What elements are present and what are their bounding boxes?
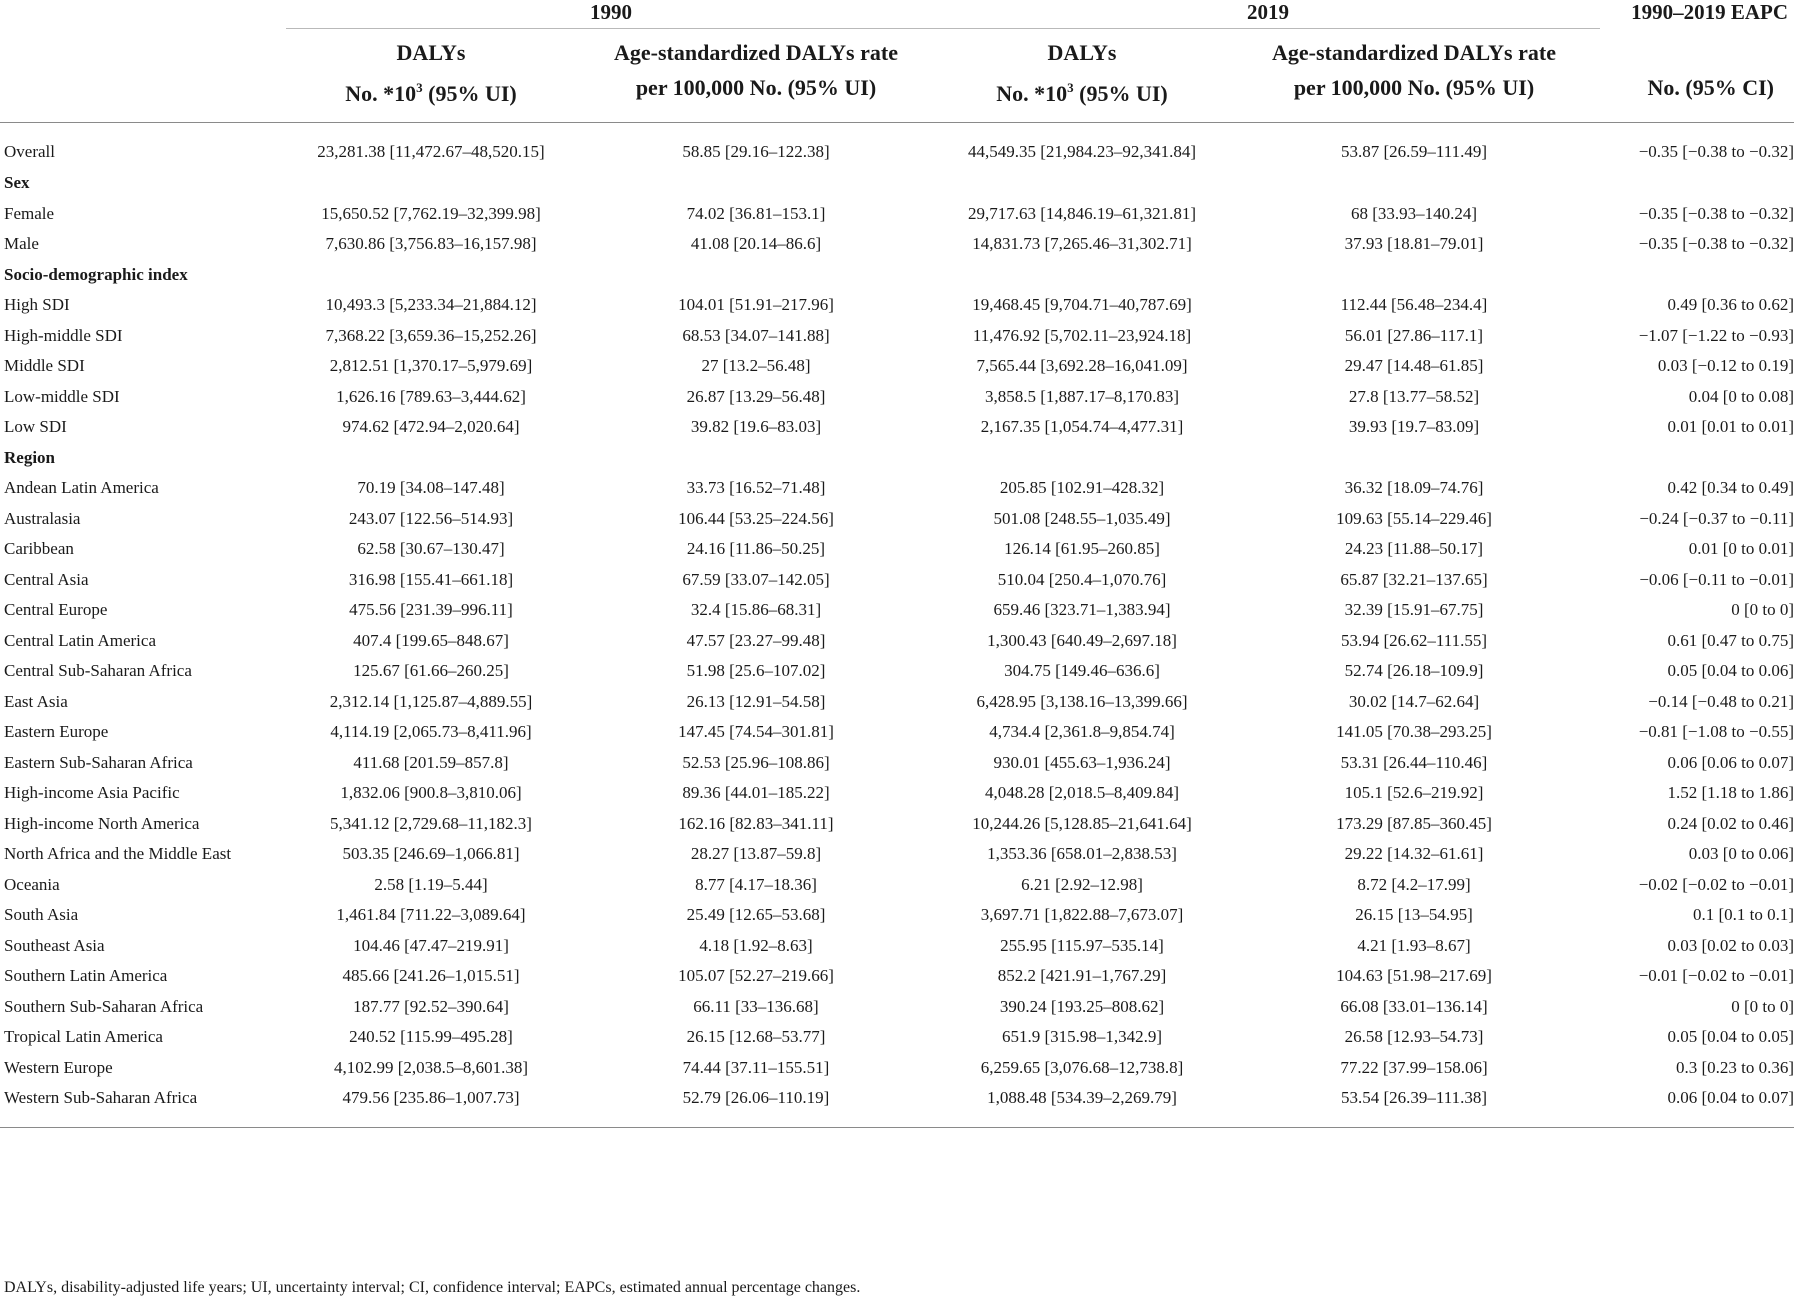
row-label: North Africa and the Middle East	[4, 844, 232, 864]
row-label: Australasia	[4, 508, 81, 528]
rate-1990-cell	[576, 443, 936, 474]
table-row	[0, 778, 1794, 809]
row-label: Andean Latin America	[4, 478, 159, 498]
dalys-2019-cell: 659.46 [323.71–1,383.94]	[993, 600, 1171, 620]
rate-1990-cell: 89.36 [44.01–185.22]	[682, 783, 830, 803]
dalys-2019-cell: 651.9 [315.98–1,342.9]	[1001, 1027, 1163, 1047]
eapc-cell: −0.14 [−0.48 to 0.21]	[1648, 691, 1794, 711]
rate-1990-cell: 26.87 [13.29–56.48]	[686, 386, 826, 406]
rate-2019-cell: 37.93 [18.81–79.01]	[1344, 234, 1484, 254]
rate-2019-title: Age-standardized DALYs rate	[1272, 40, 1556, 65]
dalys-1990-cell: 104.46 [47.47–219.91]	[353, 935, 509, 955]
table-row	[0, 473, 1794, 504]
row-label: Male	[4, 234, 39, 254]
eapc-cell: 0.42 [0.34 to 0.49]	[1667, 478, 1794, 498]
corner-cell	[0, 0, 286, 29]
row-label: High SDI	[4, 295, 70, 315]
dalys-1990-cell: 2,812.51 [1,370.17–5,979.69]	[329, 356, 533, 376]
rate-2019-cell: 29.47 [14.48–61.85]	[1344, 356, 1484, 376]
rate-2019-cell: 112.44 [56.48–234.4]	[1340, 295, 1488, 315]
dalys-1990-cell: 243.07 [122.56–514.93]	[348, 508, 514, 528]
dalys-1990-cell: 475.56 [231.39–996.11]	[349, 600, 513, 620]
row-label: South Asia	[4, 905, 79, 925]
eapc-cell: 0.06 [0.04 to 0.07]	[1600, 1083, 1794, 1128]
dalys-1990-cell: 240.52 [115.99–495.28]	[349, 1027, 513, 1047]
eapc-cell: 0.04 [0 to 0.08]	[1688, 386, 1794, 406]
dalys-2019-cell: 304.75 [149.46–636.6]	[1004, 661, 1160, 681]
dalys-2019-cell: 44,549.35 [21,984.23–92,341.84]	[967, 141, 1197, 161]
row-label: Southern Latin America	[4, 966, 168, 986]
rate-2019-header	[1228, 29, 1600, 123]
dalys-2019-cell: 14,831.73 [7,265.46–31,302.71]	[972, 234, 1192, 254]
row-label: Central Europe	[4, 600, 108, 620]
year-header-row	[0, 0, 1794, 29]
dalys-1990-cell: 2,312.14 [1,125.87–4,889.55]	[329, 691, 533, 711]
dalys-2019-cell: 852.2 [421.91–1,767.29]	[997, 966, 1167, 986]
rate-1990-cell: 51.98 [25.6–107.02]	[686, 661, 826, 681]
dalys-1990-cell: 479.56 [235.86–1,007.73]	[286, 1083, 576, 1128]
eapc-cell: 0.06 [0.06 to 0.07]	[1667, 752, 1794, 772]
dalys-2019-cell: 4,048.28 [2,018.5–8,409.84]	[984, 783, 1180, 803]
rate-1990-cell: 32.4 [15.86–68.31]	[690, 600, 822, 620]
eapc-cell: −0.35 [−0.38 to −0.32]	[1638, 234, 1794, 254]
row-label: Low SDI	[4, 417, 67, 437]
table-row	[0, 839, 1794, 870]
dalys-2019-cell: 501.08 [248.55–1,035.49]	[993, 508, 1171, 528]
eapc-cell: 0.49 [0.36 to 0.62]	[1667, 295, 1794, 315]
eapc-sub-header	[1600, 29, 1794, 123]
dalys-2019-cell: 3,858.5 [1,887.17–8,170.83]	[984, 386, 1180, 406]
rate-2019-cell	[1228, 260, 1600, 291]
rate-2019-cell: 53.31 [26.44–110.46]	[1340, 752, 1488, 772]
rate-1990-cell: 104.01 [51.91–217.96]	[678, 295, 834, 315]
dalys-1990-cell: 485.66 [241.26–1,015.51]	[342, 966, 520, 986]
table-row	[0, 504, 1794, 535]
dalys-2019-cell: 2,167.35 [1,054.74–4,477.31]	[980, 417, 1184, 437]
row-label: Western Europe	[4, 1057, 113, 1077]
dalys-1990-cell: 503.35 [246.69–1,066.81]	[342, 844, 520, 864]
dalys-1990-cell: 5,341.12 [2,729.68–11,182.3]	[330, 813, 532, 833]
dalys-2019-cell: 10,244.26 [5,128.85–21,641.64]	[972, 813, 1192, 833]
rate-1990-cell: 39.82 [19.6–83.03]	[690, 417, 822, 437]
rate-2019-cell	[1228, 443, 1600, 474]
dalys-1990-cell: 7,368.22 [3,659.36–15,252.26]	[325, 325, 537, 345]
eapc-cell: 0.05 [0.04 to 0.05]	[1667, 1027, 1794, 1047]
eapc-cell	[1600, 260, 1794, 291]
row-label: East Asia	[4, 691, 68, 711]
row-label: Eastern Europe	[4, 722, 109, 742]
rate-2019-cell: 27.8 [13.77–58.52]	[1348, 386, 1480, 406]
dalys-2019-cell: 6,428.95 [3,138.16–13,399.66]	[976, 691, 1188, 711]
rate-2019-cell: 32.39 [15.91–67.75]	[1344, 600, 1484, 620]
table-row	[0, 1053, 1794, 1084]
dalys-1990-cell: 70.19 [34.08–147.48]	[357, 478, 505, 498]
rate-1990-cell: 4.18 [1.92–8.63]	[699, 935, 813, 955]
eapc-cell: 0.1 [0.1 to 0.1]	[1692, 905, 1794, 925]
row-label: High-middle SDI	[4, 325, 123, 345]
row-label: Oceania	[4, 874, 60, 894]
rate-2019-cell: 36.32 [18.09–74.76]	[1344, 478, 1484, 498]
dalys-2019-header	[936, 29, 1228, 123]
rate-1990-cell: 106.44 [53.25–224.56]	[678, 508, 834, 528]
rate-2019-cell: 53.94 [26.62–111.55]	[1340, 630, 1488, 650]
dalys-2019-cell: 4,734.4 [2,361.8–9,854.74]	[989, 722, 1175, 742]
column-header-row	[0, 29, 1794, 123]
rate-2019-cell: 8.72 [4.2–17.99]	[1357, 874, 1471, 894]
dalys-2019-cell: 205.85 [102.91–428.32]	[999, 478, 1165, 498]
rate-2019-cell: 52.74 [26.18–109.9]	[1344, 661, 1484, 681]
rate-1990-cell: 26.15 [12.68–53.77]	[686, 1027, 826, 1047]
row-label: Socio-demographic index	[4, 264, 188, 284]
dalys-1990-cell: 4,102.99 [2,038.5–8,601.38]	[333, 1057, 529, 1077]
rate-1990-cell: 41.08 [20.14–86.6]	[690, 234, 822, 254]
table-row	[0, 870, 1794, 901]
rate-2019-cell: 26.15 [13–54.95]	[1355, 905, 1473, 925]
dalys-1990-cell: 1,626.16 [789.63–3,444.62]	[336, 386, 526, 406]
group-header-row	[0, 260, 1794, 291]
row-label: Sex	[4, 173, 30, 193]
eapc-cell: −1.07 [−1.22 to −0.93]	[1638, 325, 1794, 345]
rate-2019-cell: 26.58 [12.93–54.73]	[1344, 1027, 1484, 1047]
rate-1990-cell: 162.16 [82.83–341.11]	[678, 813, 834, 833]
dalys-2019-cell: 6,259.65 [3,076.68–12,738.8]	[980, 1057, 1184, 1077]
group-header-row	[0, 168, 1794, 199]
row-label: Western Sub-Saharan Africa	[0, 1083, 286, 1128]
dalys-1990-unit: No. $*10^3$ (95% UI)	[345, 80, 517, 106]
dalys-1990-cell: 23,281.38 [11,472.67–48,520.15]	[317, 141, 545, 161]
rate-1990-cell: 33.73 [16.52–71.48]	[686, 478, 826, 498]
dalys-1990-cell: 407.4 [199.65–848.67]	[353, 630, 509, 650]
eapc-cell	[1600, 443, 1794, 474]
eapc-cell: 0.01 [0.01 to 0.01]	[1667, 417, 1794, 437]
eapc-cell: 0.61 [0.47 to 0.75]	[1667, 630, 1794, 650]
eapc-cell: 1.52 [1.18 to 1.86]	[1667, 783, 1794, 803]
table-row	[0, 412, 1794, 443]
rate-2019-cell	[1228, 168, 1600, 199]
year-1990-header: 1990	[286, 0, 936, 29]
eapc-cell: 0.3 [0.23 to 0.36]	[1675, 1057, 1794, 1077]
eapc-cell: 0.05 [0.04 to 0.06]	[1667, 661, 1794, 681]
year-2019-header: 2019	[936, 0, 1600, 29]
rate-1990-title: Age-standardized DALYs rate	[614, 40, 898, 65]
table-row	[0, 717, 1794, 748]
dalys-2019-cell: 19,468.45 [9,704.71–40,787.69]	[972, 295, 1192, 315]
rate-2019-cell: 30.02 [14.7–62.64]	[1348, 691, 1480, 711]
rate-1990-cell: 74.44 [37.11–155.51]	[682, 1057, 830, 1077]
rate-2019-cell: 29.22 [14.32–61.61]	[1344, 844, 1484, 864]
row-label: High-income North America	[4, 813, 200, 833]
eapc-header: 1990–2019 EAPC	[1631, 0, 1788, 24]
dalys-2019-cell: 7,565.44 [3,692.28–16,041.09]	[976, 356, 1188, 376]
table-row	[0, 931, 1794, 962]
eapc-cell: −0.81 [−1.08 to −0.55]	[1638, 722, 1794, 742]
dalys-1990-cell: 974.62 [472.94–2,020.64]	[342, 417, 520, 437]
dalys-2019-cell: 930.01 [455.63–1,936.24]	[993, 752, 1171, 772]
table-row	[0, 687, 1794, 718]
row-label: Southeast Asia	[4, 935, 105, 955]
dalys-1990-cell: 1,461.84 [711.22–3,089.64]	[336, 905, 526, 925]
rate-2019-cell: 109.63 [55.14–229.46]	[1336, 508, 1492, 528]
row-label: Middle SDI	[4, 356, 85, 376]
rate-1990-cell: 58.85 [29.16–122.38]	[682, 141, 830, 161]
rate-2019-cell: 66.08 [33.01–136.14]	[1340, 996, 1488, 1016]
rate-1990-cell: 66.11 [33–136.68]	[693, 996, 819, 1016]
dalys-2019-cell: 1,353.36 [658.01–2,838.53]	[987, 844, 1177, 864]
table-row	[0, 321, 1794, 352]
table-row	[0, 229, 1794, 260]
table-row	[0, 809, 1794, 840]
eapc-cell: −0.35 [−0.38 to −0.32]	[1638, 203, 1794, 223]
rate-2019-cell: 105.1 [52.6–219.92]	[1344, 783, 1484, 803]
rate-1990-cell	[576, 168, 936, 199]
rate-2019-cell: 39.93 [19.7–83.09]	[1348, 417, 1480, 437]
row-label: Region	[4, 447, 55, 467]
rate-1990-cell: 26.13 [12.91–54.58]	[686, 691, 826, 711]
eapc-cell: 0.03 [−0.12 to 0.19]	[1657, 356, 1794, 376]
dalys-1990-cell	[286, 168, 576, 199]
dalys-1990-cell: 1,832.06 [900.8–3,810.06]	[340, 783, 522, 803]
table-row	[0, 351, 1794, 382]
group-header-row	[0, 443, 1794, 474]
table-row	[0, 382, 1794, 413]
dalys-1990-cell	[286, 443, 576, 474]
dalys-1990-cell: 15,650.52 [7,762.19–32,399.98]	[321, 203, 541, 223]
rate-2019-cell: 24.23 [11.88–50.17]	[1344, 539, 1484, 559]
table-row	[0, 748, 1794, 779]
dalys-2019-cell: 255.95 [115.97–535.14]	[1000, 935, 1164, 955]
eapc-cell: −0.01 [−0.02 to −0.01]	[1638, 966, 1794, 986]
dalys-1990-header	[286, 29, 576, 123]
dalys-1990-cell: 4,114.19 [2,065.73–8,411.96]	[330, 722, 532, 742]
dalys-1990-title: DALYs	[396, 40, 466, 65]
label-column-header	[0, 29, 286, 123]
rate-2019-cell: 77.22 [37.99–158.06]	[1340, 1057, 1488, 1077]
dalys-1990-cell: 7,630.86 [3,756.83–16,157.98]	[325, 234, 537, 254]
eapc-cell: −0.24 [−0.37 to −0.11]	[1639, 508, 1794, 528]
eapc-cell: −0.35 [−0.38 to −0.32]	[1638, 141, 1794, 161]
dalys-1990-cell: 316.98 [155.41–661.18]	[348, 569, 514, 589]
rate-2019-cell: 173.29 [87.85–360.45]	[1336, 813, 1492, 833]
dalys-2019-cell: 29,717.63 [14,846.19–61,321.81]	[967, 203, 1197, 223]
rate-1990-cell: 28.27 [13.87–59.8]	[690, 844, 822, 864]
eapc-cell: 0.03 [0.02 to 0.03]	[1667, 935, 1794, 955]
table-row	[0, 1022, 1794, 1053]
dalys-1990-cell: 187.77 [92.52–390.64]	[353, 996, 509, 1016]
dalys-2019-cell	[936, 443, 1228, 474]
table-row	[0, 565, 1794, 596]
row-label: Caribbean	[4, 539, 74, 559]
rate-1990-cell: 147.45 [74.54–301.81]	[678, 722, 834, 742]
table-body	[0, 123, 1794, 1128]
rate-2019-cell: 53.54 [26.39–111.38]	[1228, 1083, 1600, 1128]
row-label: Central Asia	[4, 569, 89, 589]
dalys-1990-cell: 62.58 [30.67–130.47]	[357, 539, 505, 559]
eapc-cell: −0.02 [−0.02 to −0.01]	[1638, 874, 1794, 894]
table-row	[0, 123, 1794, 169]
dalys-2019-cell	[936, 168, 1228, 199]
row-label: High-income Asia Pacific	[4, 783, 180, 803]
table-row	[0, 626, 1794, 657]
row-label: Tropical Latin America	[4, 1027, 163, 1047]
dalys-1990-cell: 125.67 [61.66–260.25]	[353, 661, 509, 681]
rate-1990-cell: 52.53 [25.96–108.86]	[682, 752, 830, 772]
table-row	[0, 992, 1794, 1023]
rate-1990-cell: 8.77 [4.17–18.36]	[695, 874, 817, 894]
dalys-1990-cell	[286, 260, 576, 291]
dalys-2019-cell: 1,088.48 [534.39–2,269.79]	[936, 1083, 1228, 1128]
rate-1990-cell: 24.16 [11.86–50.25]	[686, 539, 826, 559]
rate-1990-cell: 25.49 [12.65–53.68]	[686, 905, 826, 925]
rate-1990-cell: 47.57 [23.27–99.48]	[686, 630, 826, 650]
dalys-2019-cell: 510.04 [250.4–1,070.76]	[997, 569, 1167, 589]
eapc-unit: No. (95% CI)	[1647, 74, 1774, 100]
row-label: Central Sub-Saharan Africa	[4, 661, 192, 681]
rate-1990-cell: 68.53 [34.07–141.88]	[682, 325, 830, 345]
table-row	[0, 595, 1794, 626]
rate-1990-cell: 27 [13.2–56.48]	[701, 356, 811, 376]
row-label: Central Latin America	[4, 630, 156, 650]
rate-2019-cell: 56.01 [27.86–117.1]	[1344, 325, 1484, 345]
rate-2019-cell: 104.63 [51.98–217.69]	[1336, 966, 1492, 986]
table-row	[0, 290, 1794, 321]
dalys-2019-cell: 1,300.43 [640.49–2,697.18]	[987, 630, 1177, 650]
dalys-1990-cell: 2.58 [1.19–5.44]	[374, 874, 488, 894]
table-row	[0, 961, 1794, 992]
rate-2019-cell: 68 [33.93–140.24]	[1350, 203, 1478, 223]
dalys-2019-cell: 3,697.71 [1,822.88–7,673.07]	[980, 905, 1184, 925]
rate-2019-cell: 65.87 [32.21–137.65]	[1340, 569, 1488, 589]
dalys-2019-cell: 6.21 [2.92–12.98]	[1021, 874, 1143, 894]
row-label: Eastern Sub-Saharan Africa	[4, 752, 193, 772]
row-label: Low-middle SDI	[4, 386, 120, 406]
row-label: Overall	[4, 141, 55, 161]
rate-2019-cell: 141.05 [70.38–293.25]	[1336, 722, 1492, 742]
footnote: DALYs, disability-adjusted life years; UI, uncertainty interval; CI, confidence interval; EAPCs, estimated annual percentage changes.	[4, 1279, 861, 1296]
eapc-cell: 0 [0 to 0]	[1731, 600, 1794, 620]
eapc-cell	[1600, 168, 1794, 199]
eapc-cell: 0.24 [0.02 to 0.46]	[1667, 813, 1794, 833]
rate-1990-cell: 52.79 [26.06–110.19]	[576, 1083, 936, 1128]
rate-1990-unit: per 100,000 No. (95% UI)	[635, 75, 877, 100]
rate-2019-cell: 53.87 [26.59–111.49]	[1340, 141, 1488, 161]
rate-1990-cell: 67.59 [33.07–142.05]	[682, 569, 830, 589]
rate-2019-unit: per 100,000 No. (95% UI)	[1293, 75, 1535, 100]
table-row	[0, 1083, 1794, 1128]
table-row	[0, 656, 1794, 687]
rate-1990-header	[576, 29, 936, 123]
dalys-1990-cell: 10,493.3 [5,233.34–21,884.12]	[325, 295, 537, 315]
eapc-cell: 0.03 [0 to 0.06]	[1688, 844, 1794, 864]
eapc-cell: 0.01 [0 to 0.01]	[1688, 539, 1794, 559]
row-label: Female	[4, 203, 55, 223]
dalys-2019-cell: 390.24 [193.25–808.62]	[999, 996, 1165, 1016]
table-row	[0, 199, 1794, 230]
row-label: Southern Sub-Saharan Africa	[4, 996, 204, 1016]
rate-1990-cell	[576, 260, 936, 291]
dalys-2019-cell	[936, 260, 1228, 291]
table-row	[0, 900, 1794, 931]
rate-1990-cell: 74.02 [36.81–153.1]	[686, 203, 826, 223]
table-row	[0, 534, 1794, 565]
dalys-2019-unit: No. $*10^3$ (95% UI)	[996, 80, 1168, 106]
dalys-2019-cell: 11,476.92 [5,702.11–23,924.18]	[972, 325, 1192, 345]
rate-1990-cell: 105.07 [52.27–219.66]	[678, 966, 834, 986]
eapc-cell: −0.06 [−0.11 to −0.01]	[1639, 569, 1794, 589]
eapc-cell: 0 [0 to 0]	[1731, 996, 1794, 1016]
dalys-1990-cell: 411.68 [201.59–857.8]	[353, 752, 509, 772]
dalys-2019-cell: 126.14 [61.95–260.85]	[1004, 539, 1160, 559]
dalys-2019-title: DALYs	[1047, 40, 1117, 65]
rate-2019-cell: 4.21 [1.93–8.67]	[1357, 935, 1471, 955]
